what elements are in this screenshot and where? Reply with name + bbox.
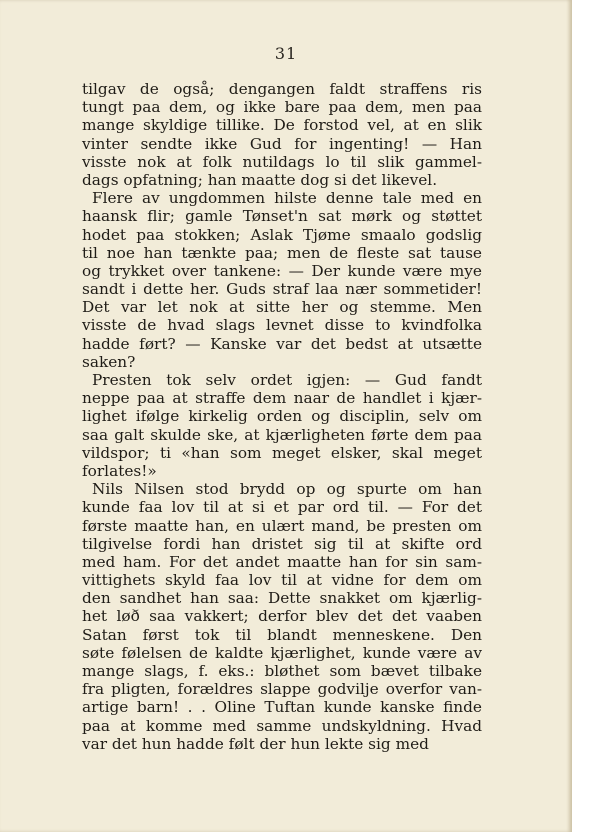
paragraph	[82, 80, 482, 189]
text-line: søte følelsen de kaldte kjærlighet, kunde være av	[82, 643, 482, 662]
text-line: og trykket over tankene: — Der kunde være mye	[82, 261, 482, 280]
text-line: var det hun hadde følt der hun lekte sig med	[82, 734, 429, 753]
text-line: vildspor; ti «han som meget elsker, skal meget	[82, 443, 482, 462]
text-line: lighet ifølge kirkelig orden og disciplin, selv om	[82, 407, 482, 426]
text-line: Satan først tok til blandt menneskene. Den	[82, 625, 482, 644]
text-line: Nils Nilsen stod brydd op og spurte om han	[92, 480, 482, 499]
text-line: fra pligten, forældres slappe godvilje overfor van-	[82, 680, 482, 699]
text-line: saa galt skulde ske, at kjærligheten førte dem paa	[82, 425, 482, 444]
text-line: med ham. For det andet maatte han for sin sam-	[82, 552, 482, 571]
text-line: sandt i dette her. Guds straf laa nær sommetider!	[82, 280, 482, 299]
text-line: tilgav de også; dengangen faldt straffens ris	[82, 80, 482, 98]
text-line: het løð saa vakkert; derfor blev det det vaaben	[82, 607, 482, 626]
page-number: 31	[274, 44, 298, 63]
paragraph	[82, 189, 482, 371]
text-line: kunde faa lov til at si et par ord til. — For det	[82, 498, 482, 517]
paragraph	[82, 480, 482, 753]
text-line: Flere av ungdommen hilste denne tale med en	[92, 189, 482, 208]
text-line: mange slags, f. eks.: bløthet som bævet tilbake	[82, 662, 482, 680]
text-line: artige barn! . . Oline Tuftan kunde kanske finde	[82, 698, 482, 717]
text-line: hodet paa stokken; Aslak Tjøme smaalo godslig	[82, 225, 482, 244]
text-line: Det var let nok at sitte her og stemme. Men	[82, 298, 482, 317]
text-line: vittighets skyld faa lov til at vidne for dem om	[82, 571, 482, 590]
paragraph	[82, 371, 482, 480]
text-line: dags opfatning; han maatte dog si det likevel.	[82, 170, 438, 189]
text-line: første maatte han, en ulært mand, be presten om	[82, 516, 482, 535]
text-line: saken?	[82, 352, 136, 371]
body-text	[82, 80, 482, 753]
text-line: den sandhet han saa: Dette snakket om kjærlig-	[82, 589, 482, 608]
text-line: visste de hvad slags levnet disse to kvindfolka	[82, 316, 482, 335]
text-line: neppe paa at straffe dem naar de handlet i kjær-	[82, 389, 482, 408]
text-line: tungt paa dem, og ikke bare paa dem, men paa	[82, 98, 482, 117]
text-line: Presten tok selv ordet igjen: — Gud fandt	[92, 371, 482, 389]
text-line: vinter sendte ikke Gud for ingenting! — Han	[82, 134, 482, 153]
text-line: haansk flir; gamle Tønset'n sat mørk og støttet	[82, 207, 482, 226]
text-line: forlates!»	[82, 461, 157, 480]
text-line: paa at komme med samme undskyldning. Hvad	[82, 716, 482, 735]
text-line: visste nok at folk nutildags lo til slik gammel-	[82, 152, 482, 171]
text-line: tilgivelse fordi han dristet sig til at skifte ord	[82, 534, 482, 553]
text-line: til noe han tænkte paa; men de fleste sat tause	[82, 243, 482, 262]
text-line: mange skyldige tillike. De forstod vel, at en slik	[82, 116, 482, 135]
text-line: hadde ført? — Kanske var det bedst at utsætte	[82, 334, 482, 353]
